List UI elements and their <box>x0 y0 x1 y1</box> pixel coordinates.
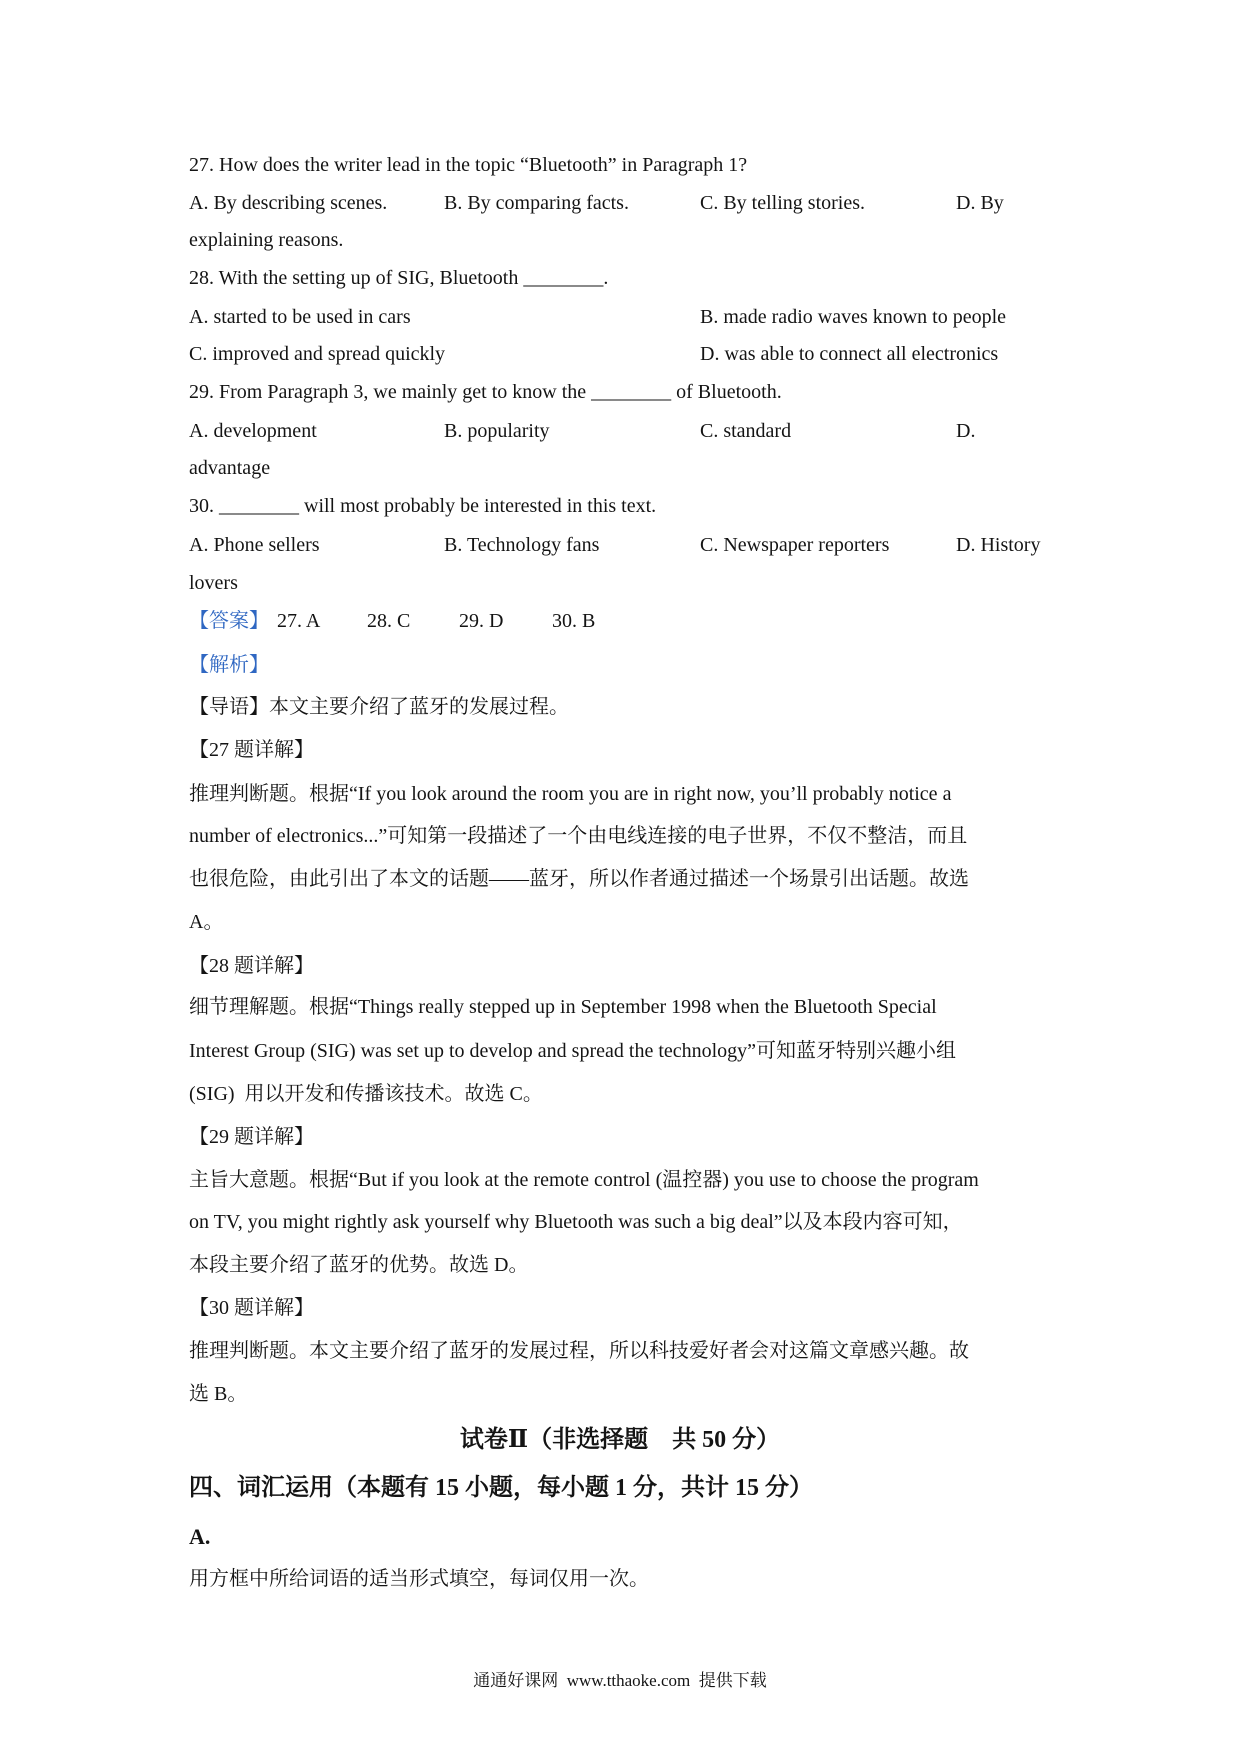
detail-27-line: 也很危险，由此引出了本文的话题——蓝牙，所以作者通过描述一个场景引出话题。故选 <box>189 868 969 890</box>
answer-item-28: 28. C <box>367 610 411 632</box>
detail-29-heading: 【29 题详解】 <box>189 1126 314 1148</box>
detail-30-line: 选 B。 <box>189 1383 248 1405</box>
question-27-option-c: C. By telling stories. <box>700 192 865 214</box>
question-29-option-c: C. standard <box>700 420 792 442</box>
question-29-option-b: B. popularity <box>444 420 550 442</box>
question-27-option-a: A. By describing scenes. <box>189 192 388 214</box>
question-28-option-d: D. was able to connect all electronics <box>700 343 999 365</box>
detail-28-line: Interest Group (SIG) was set up to develop and spread the technology”可知蓝牙特别兴趣小组 <box>189 1040 957 1062</box>
question-27-option-d-continuation: explaining reasons. <box>189 229 344 251</box>
detail-27-line: 推理判断题。根据“If you look around the room you are in right now, you’ll probably notice a <box>189 783 952 805</box>
detail-29-line: on TV, you might rightly ask yourself why Bluetooth was such a big deal”以及本段内容可知， <box>189 1211 963 1233</box>
page-footer: 通通好课网 www.tthaoke.com 提供下载 <box>473 1671 767 1690</box>
section-heading: 四、词汇运用（本题有 15 小题，每小题 1 分，共计 15 分） <box>189 1475 813 1501</box>
question-29-option-d-continuation: advantage <box>189 457 271 479</box>
question-27-stem: 27. How does the writer lead in the topic “Bluetooth” in Paragraph 1? <box>189 154 748 176</box>
subsection-label: A. <box>189 1524 211 1549</box>
detail-27-line: number of electronics...”可知第一段描述了一个由电线连接的电子世界，不仅不整洁，而且 <box>189 825 968 847</box>
answer-item-29: 29. D <box>459 610 504 632</box>
question-28-option-b: B. made radio waves known to people <box>700 306 1007 328</box>
detail-28-line: (SIG) 用以开发和传播该技术。故选 C。 <box>189 1083 543 1105</box>
question-28-stem: 28. With the setting up of SIG, Bluetooth ________. <box>189 267 609 289</box>
question-29-option-d: D. <box>956 420 976 442</box>
answer-label: 【答案】 <box>189 610 269 632</box>
question-27-option-b: B. By comparing facts. <box>444 192 629 214</box>
answer-item-30: 30. B <box>552 610 596 632</box>
detail-28-line: 细节理解题。根据“Things really stepped up in September 1998 when the Bluetooth Special <box>189 996 937 1018</box>
question-29-option-a: A. development <box>189 420 317 442</box>
question-29-stem: 29. From Paragraph 3, we mainly get to know the ________ of Bluetooth. <box>189 381 782 403</box>
question-30-option-a: A. Phone sellers <box>189 534 320 556</box>
question-27-option-d: D. By <box>956 192 1004 214</box>
question-28-option-a: A. started to be used in cars <box>189 306 411 328</box>
detail-27-heading: 【27 题详解】 <box>189 739 314 761</box>
question-30-option-b: B. Technology fans <box>444 534 600 556</box>
question-30-stem: 30. ________ will most probably be interested in this text. <box>189 495 657 517</box>
detail-30-line: 推理判断题。本文主要介绍了蓝牙的发展过程，所以科技爱好者会对这篇文章感兴趣。故 <box>189 1340 969 1362</box>
question-28-option-c: C. improved and spread quickly <box>189 343 446 365</box>
answer-item-27: 27. A <box>277 610 321 632</box>
analysis-intro: 【导语】本文主要介绍了蓝牙的发展过程。 <box>189 696 569 718</box>
instruction: 用方框中所给词语的适当形式填空，每词仅用一次。 <box>189 1568 649 1590</box>
detail-30-heading: 【30 题详解】 <box>189 1297 314 1319</box>
detail-29-line: 本段主要介绍了蓝牙的优势。故选 D。 <box>189 1254 529 1276</box>
question-30-option-c: C. Newspaper reporters <box>700 534 890 556</box>
detail-29-line: 主旨大意题。根据“But if you look at the remote control (温控器) you use to choose the program <box>189 1169 979 1191</box>
detail-28-heading: 【28 题详解】 <box>189 955 314 977</box>
detail-27-line: A。 <box>189 911 224 933</box>
part2-title: 试卷Ⅱ（非选择题 共 50 分） <box>459 1427 781 1453</box>
question-30-option-d: D. History <box>956 534 1041 556</box>
question-30-option-d-continuation: lovers <box>189 572 238 594</box>
analysis-label: 【解析】 <box>189 654 269 676</box>
